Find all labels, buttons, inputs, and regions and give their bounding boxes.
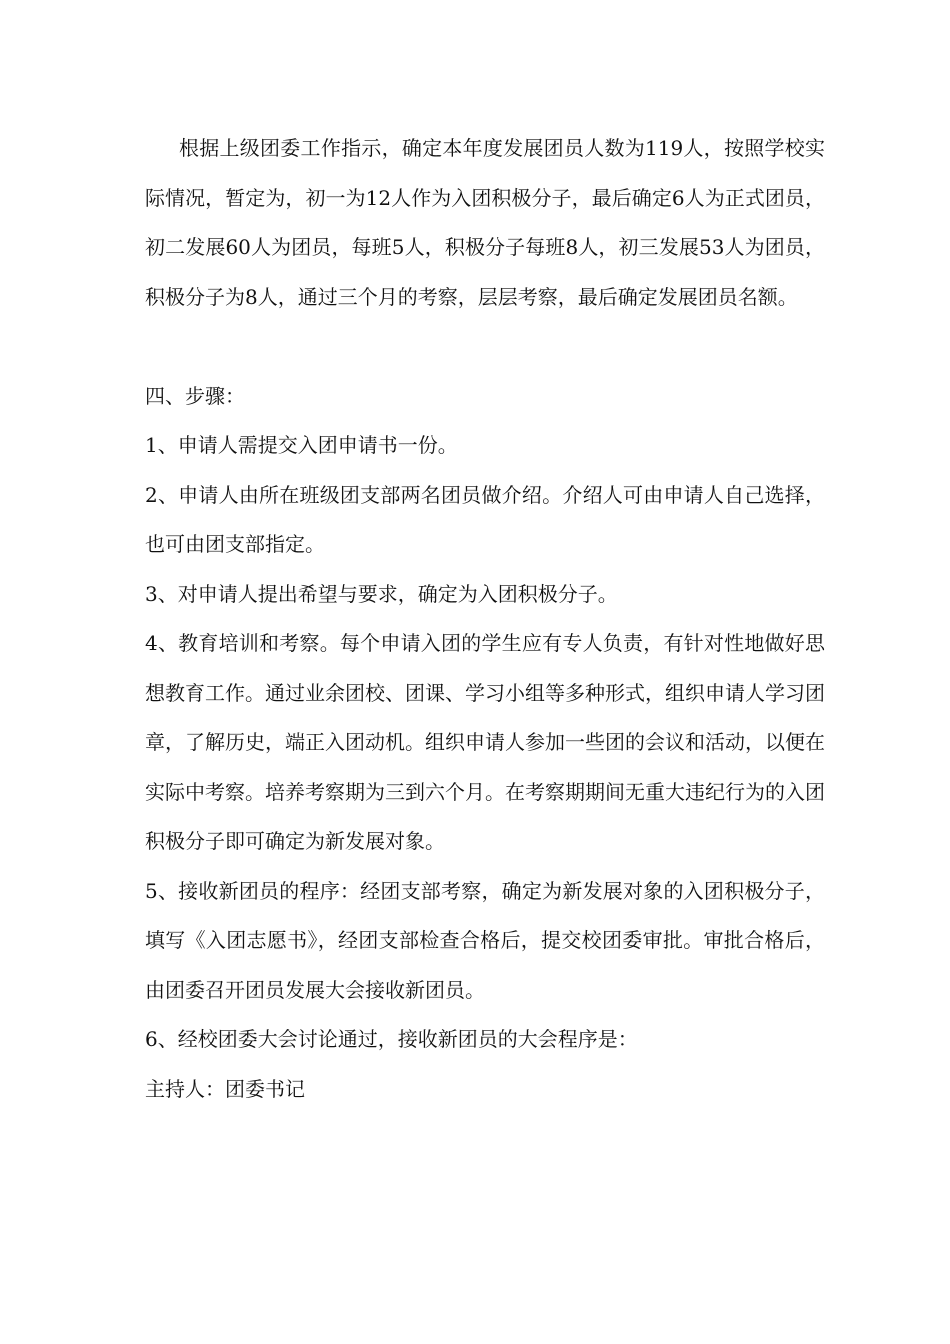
document-page — [145, 124, 825, 1114]
paragraph-spacer — [145, 322, 825, 372]
step-2: 2、申请人由所在班级团支部两名团员做介绍。介绍人可由申请人自己选择，也可由团支部指定。 — [145, 482, 825, 556]
step-5: 5、接收新团员的程序：经团支部考察，确定为新发展对象的入团积极分子，填写《入团志愿书》，经团支部检查合格后，提交校团委审批。审批合格后，由团委召开团员发展大会接收新团员。 — [145, 878, 825, 1002]
step-6: 6、经校团委大会讨论通过，接收新团员的大会程序是： — [145, 1027, 638, 1051]
intro-paragraph: 根据上级团委工作指示，确定本年度发展团员人数为119人，按照学校实际情况，暂定为，初一为12人作为入团积极分子，最后确定6人为正式团员，初二发展60人为团员，每班5人，积极分子每班8人，初三发展53人为团员，积极分子为8人，通过三个月的考察，层层考察，最后确定发展团员名额。 — [145, 136, 825, 309]
step-1: 1、申请人需提交入团申请书一份。 — [145, 433, 458, 457]
section-heading: 四、步骤： — [145, 383, 245, 408]
step-4: 4、教育培训和考察。每个申请入团的学生应有专人负责，有针对性地做好思想教育工作。通过业余团校、团课、学习小组等多种形式，组织申请人学习团章，了解历史，端正入团动机。组织申请人参加一些团的会议和活动，以便在实际中考察。培养考察期为三到六个月。在考察期期间无重大违纪行为的入团积极分子即可确定为新发展对象。 — [145, 631, 825, 853]
host-line: 主持人：团委书记 — [145, 1076, 305, 1101]
step-3: 3、对申请人提出希望与要求，确定为入团积极分子。 — [145, 581, 618, 606]
